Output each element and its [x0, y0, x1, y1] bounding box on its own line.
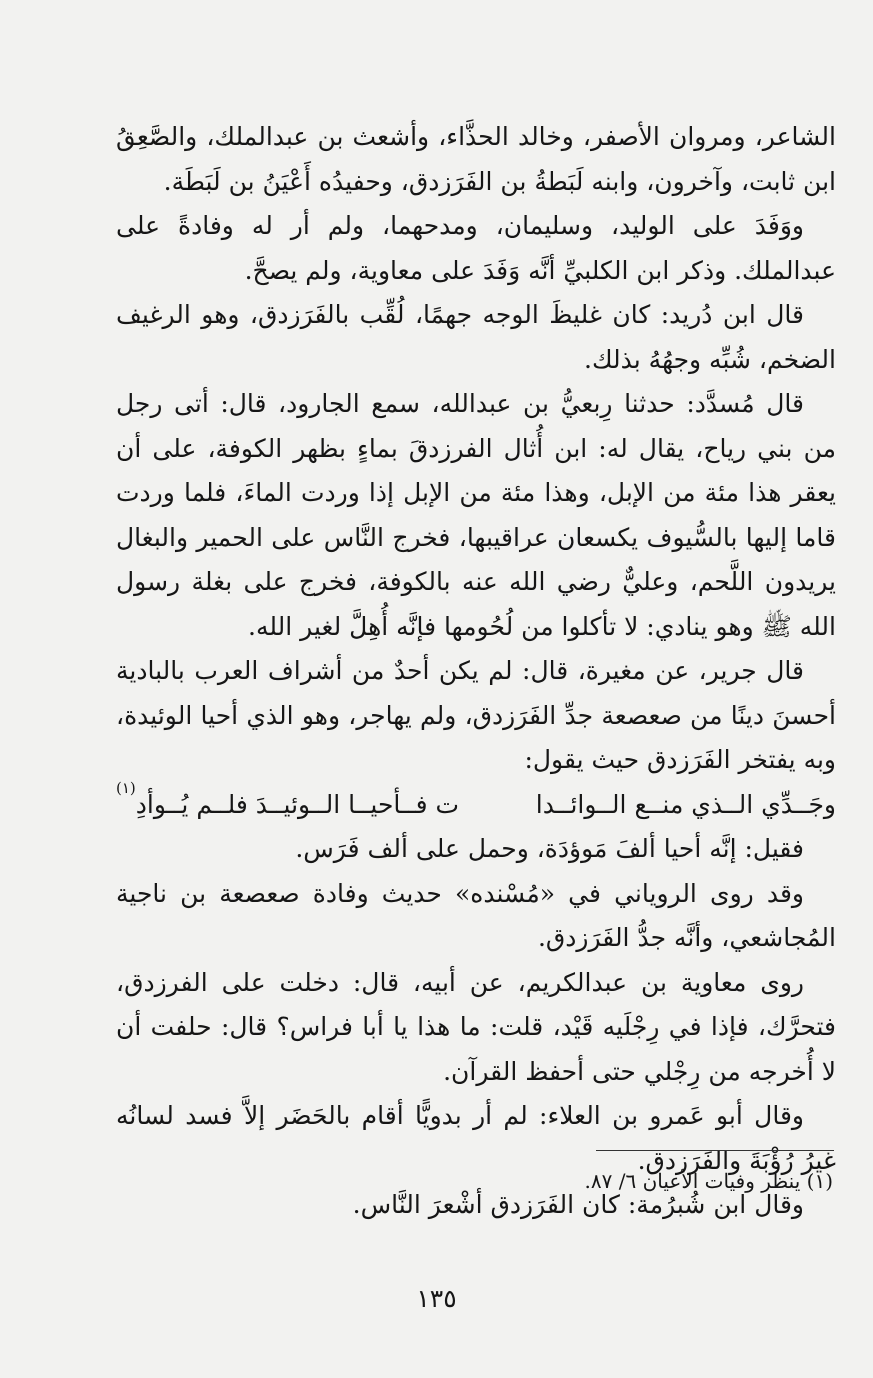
verse-hemistich-second: [116, 778, 460, 828]
paragraph: روى معاوية بن عبدالكريم، عن أبيه، قال: دخلت على الفرزدق، فتحرَّك، فإذا في رِجْلَيه قَيْد، قلت: ما هذا يا أبا فراس؟ قال: حلفت أن لا أُخرجه من رِجْلي حتى أحفظ القرآن.: [116, 967, 836, 1086]
paragraph: قال ابن دُريد: كان غليظَ الوجه جهمًا، لُقِّب بالفَرَزدق، وهو الرغيف الضخم، شُبِّه وجهُهُ بذلك.: [116, 300, 836, 374]
paragraph: الشاعر، ومروان الأصفر، وخالد الحذَّاء، وأشعث بن عبدالملك، والصَّعِقُ ابن ثابت، وآخرون، وابنه لَبَطةُ بن الفَرَزدق، وحفيدُه أَعْيَنُ بن لَبَطَة.: [116, 122, 836, 196]
main-text: [116, 115, 836, 1228]
footnote-text: ينظر وفيات الأعيان ٦/ ٨٧.: [584, 1169, 801, 1193]
verse-hemistich-second-text: ت فــأحيــا الــوئيــدَ فلــم يُــوأدِ: [135, 789, 460, 819]
poem-verse: [116, 778, 836, 828]
paragraph: وقال أبو عَمرو بن العلاء: لم أر بدويًّا أقام بالحَضَر إلاَّ فسد لسانُه غيرُ رُؤْبَةَ والفَرَزدق.: [116, 1101, 836, 1175]
page-number: ١٣٥: [416, 1284, 457, 1313]
verse-hemistich-first: وجَــدِّي الــذي منــع الــوائــدا: [535, 789, 836, 819]
paragraph: فقيل: إنَّه أحيا ألفَ مَوؤدَة، وحمل على ألف فَرَس.: [295, 834, 804, 863]
paragraph: وقد روى الروياني في «مُسْنده» حديث وفادة صعصعة بن ناجية المُجاشعي، وأنَّه جدُّ الفَرَزدق.: [116, 878, 836, 952]
paragraph: قال جرير، عن مغيرة، قال: لم يكن أحدٌ من أشراف العرب بالبادية أحسنَ دينًا من صعصعة جدِّ الفَرَزدق، ولم يهاجر، وهو الذي أحيا الوئيدة، وبه يفتخر الفَرَزدق حيث يقول:: [116, 656, 836, 774]
footnote: [133, 1165, 833, 1197]
footnote-reference[interactable]: (١): [116, 778, 136, 797]
paragraph: ووَفَدَ على الوليد، وسليمان، ومدحهما، ولم أر له وفادةً على عبدالملك. وذكر ابن الكلبيِّ أنَّه وَفَدَ على معاوية، ولم يصحَّ.: [116, 211, 836, 285]
footnote-separator: [596, 1150, 834, 1151]
footnote-marker: (١): [806, 1169, 833, 1193]
paragraph: قال مُسدَّد: حدثنا رِبعيُّ بن عبدالله، سمع الجارود، قال: أتى رجل من بني رياح، يقال له: ابن أُثال الفرزدقَ بماءٍ بظهر الكوفة، على أن يعقر هذا مئة من الإبل، وهذا مئة من الإبل إذا وردت الماءَ، فلما وردت قاما إليها بالسُّيوف يكسعان عراقيبها، فخرج النَّاس على الحمير والبغال يريدون اللَّحم، وعليٌّ رضي الله عنه بالكوفة، فخرج على بغلة رسول الله ﷺ وهو ينادي: لا تأكلوا من لُحُومها فإنَّه أُهِلَّ لغير الله.: [116, 389, 836, 641]
paragraph: وقال ابن شُبرُمة: كان الفَرَزدق أشْعرَ النَّاس.: [352, 1190, 804, 1219]
